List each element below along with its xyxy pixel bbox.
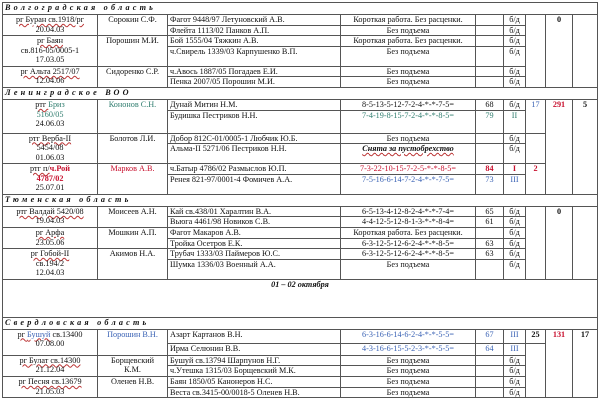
dog-cell: рг Буран св.1918/рг 20.04.03 xyxy=(3,15,98,36)
helper-dog: ч.Авось 1887/05 Погадаев Е.И. xyxy=(168,66,341,77)
helper-dog: Фагот Макаров А.В. xyxy=(168,227,341,238)
points xyxy=(476,66,504,77)
helper-dog: Азарт Картанов В.Н. xyxy=(168,329,341,343)
region-total: 0 xyxy=(546,206,573,279)
score-text: 4-3-16-6-15-5-2-3-*-*-5-5= xyxy=(341,343,476,355)
owner-cell: Сорокин С.Ф. xyxy=(98,15,168,36)
score-text: 6-3-12-5-12-6-2-4-*-*-8-5= xyxy=(341,238,476,249)
helper-dog: Шумка 1336/03 Военный А.А. xyxy=(168,259,341,279)
table-row xyxy=(3,376,598,387)
helper-dog: Ренея 821-97/0001-4 Фомичев А.А. xyxy=(168,174,341,194)
helper-dog: Вьюга 4461/98 Новиков С.В. xyxy=(168,217,341,228)
region-tyumen: Тюменская область xyxy=(3,194,598,206)
score-text: 6-3-12-5-12-6-2-4-*-*-8-5= xyxy=(341,249,476,260)
table-row xyxy=(3,329,598,343)
points: 73 xyxy=(476,174,504,194)
dog-cell: рг Песня св.13679 21.05.03 xyxy=(3,376,98,397)
helper-dog: Альма-II 5271/06 Пестриков Н.Н. xyxy=(168,144,341,164)
dog-cell: рг Булат св.14300 21.12.04 xyxy=(3,355,98,376)
diploma: б/д xyxy=(504,206,526,217)
team-score: 25 xyxy=(526,329,546,343)
score-text: Без подъема xyxy=(341,66,476,77)
helper-dog: Кай св.438/01 Харалтин В.А. xyxy=(168,206,341,217)
owner-cell: Болотов Л.И. xyxy=(98,133,168,164)
team-score xyxy=(526,133,546,164)
region-header-row xyxy=(3,194,598,206)
helper-dog: Бушуй св.13794 Шарпунов Н.Г. xyxy=(168,355,341,366)
helper-dog: ч.Утешка 1315/03 Борщевский М.К. xyxy=(168,366,341,377)
score-text: Без подъема xyxy=(341,25,476,36)
team-score xyxy=(526,206,546,279)
score-text: Короткая работа. Без расценки. xyxy=(341,15,476,26)
diploma: б/д xyxy=(504,366,526,377)
region-sverdlovsk: Свердловская область xyxy=(3,317,598,329)
score-text: 7-4-19-8-15-7-2-4-*-*-8-5= xyxy=(341,110,476,133)
team-score: 2 xyxy=(526,164,546,195)
points: 68 xyxy=(476,99,504,110)
diploma: I xyxy=(504,164,526,175)
points xyxy=(476,227,504,238)
dog-cell: рг Бушуй св.13400 07.08.00 xyxy=(3,329,98,355)
points: 79 xyxy=(476,110,504,133)
diploma: б/д xyxy=(504,249,526,260)
dog-cell: ртг п/ч.Рой 4787/02 25.07.01 xyxy=(3,164,98,195)
helper-dog: Ирма Селюнин В.В. xyxy=(168,343,341,355)
score-text: 6-3-16-6-14-6-2-4-*-*-5-5= xyxy=(341,329,476,343)
diploma: б/д xyxy=(504,217,526,228)
diploma: б/д xyxy=(504,387,526,398)
owner-cell: Сидоренко С.Р. xyxy=(98,66,168,87)
team-score xyxy=(526,15,546,88)
dog-cell: рг Гобой-II св.194/2 12.04.03 xyxy=(3,249,98,280)
date-banner: 01 – 02 октября xyxy=(3,279,598,317)
region-total: 291 xyxy=(546,99,573,194)
score-text: 4-4-12-5-12-8-1-3-*-*-8-4= xyxy=(341,217,476,228)
score-text: Без подъема xyxy=(341,387,476,398)
region-count xyxy=(573,15,598,88)
owner-cell: Оленев Н.В. xyxy=(98,376,168,397)
dog-cell: рг Арфа 23.05.06 xyxy=(3,227,98,248)
points: 63 xyxy=(476,249,504,260)
diploma: б/д xyxy=(504,77,526,88)
helper-dog: Бой 1555/04 Тяжкин А.В. xyxy=(168,36,341,47)
helper-dog: Веста св.3415-00/0018-5 Оленев Н.В. xyxy=(168,387,341,398)
region-header-row xyxy=(3,87,598,99)
points: 63 xyxy=(476,238,504,249)
region-count: 17 xyxy=(573,329,598,397)
score-text: Короткая работа. Без расценки. xyxy=(341,36,476,47)
diploma: б/д xyxy=(504,259,526,279)
points: 84 xyxy=(476,164,504,175)
table-row xyxy=(3,36,598,47)
table-row xyxy=(3,206,598,217)
diploma: б/д xyxy=(504,15,526,26)
owner-cell: Порошин В.Н. xyxy=(98,329,168,355)
points: 67 xyxy=(476,329,504,343)
region-count xyxy=(573,206,598,279)
region-count: 5 xyxy=(573,99,598,194)
score-text: Снята за пустобрехство xyxy=(341,144,476,164)
helper-dog: Фагот 9448/97 Летуновский А.В. xyxy=(168,15,341,26)
diploma: III xyxy=(504,343,526,355)
diploma: II xyxy=(504,110,526,133)
dog-cell: рг Альта 2517/07 12.04.06 xyxy=(3,66,98,87)
points: 61 xyxy=(476,217,504,228)
helper-dog: Дунай Митин Н.М. xyxy=(168,99,341,110)
diploma: б/д xyxy=(504,66,526,77)
table-row xyxy=(3,133,598,144)
points xyxy=(476,15,504,26)
points: 65 xyxy=(476,206,504,217)
points xyxy=(476,366,504,377)
region-header-row xyxy=(3,3,598,15)
score-text: Без подъема xyxy=(341,133,476,144)
points xyxy=(476,355,504,366)
score-text: Без подъема xyxy=(341,259,476,279)
score-text: Без подъема xyxy=(341,366,476,377)
results-table xyxy=(2,2,598,398)
owner-cell: Акимов Н.А. xyxy=(98,249,168,280)
table-row xyxy=(3,164,598,175)
diploma: б/д xyxy=(504,144,526,164)
diploma: III xyxy=(504,329,526,343)
owner-cell: Марков А.В. xyxy=(98,164,168,195)
score-text: Без подъема xyxy=(341,77,476,88)
score-text: 8-5-13-5-12-7-2-4-*-*-7-5= xyxy=(341,99,476,110)
diploma: б/д xyxy=(504,25,526,36)
points xyxy=(476,144,504,164)
score-text: 7-5-16-6-14-7-2-4-*-*-7-5= xyxy=(341,174,476,194)
score-text: 7-3-22-10-15-7-2-5-*-*-8-5= xyxy=(341,164,476,175)
points xyxy=(476,36,504,47)
score-text: Без подъема xyxy=(341,46,476,66)
dog-cell: ртг Верба-II 5454/08 01.06.03 xyxy=(3,133,98,164)
owner-cell: Порошин М.И. xyxy=(98,36,168,67)
diploma: б/д xyxy=(504,227,526,238)
diploma: б/д xyxy=(504,355,526,366)
owner-cell: Кононов С.Н. xyxy=(98,99,168,133)
points: 64 xyxy=(476,343,504,355)
diploma: III xyxy=(504,174,526,194)
table-row xyxy=(3,15,598,26)
helper-dog: Трубач 1333/03 Паймеров Ю.С. xyxy=(168,249,341,260)
points xyxy=(476,77,504,88)
region-total: 131 xyxy=(546,329,573,397)
diploma: б/д xyxy=(504,238,526,249)
helper-dog: Будишка Пестриков Н.Н. xyxy=(168,110,341,133)
region-leningrad: Ленинградское ВОО xyxy=(3,87,598,99)
diploma: б/д xyxy=(504,46,526,66)
table-row xyxy=(3,355,598,366)
score-text: Без подъема xyxy=(341,376,476,387)
team-score: 17 xyxy=(526,99,546,133)
points xyxy=(476,25,504,36)
dog-cell: ртг Бриз 5160/05 24.06.03 xyxy=(3,99,98,133)
points xyxy=(476,46,504,66)
diploma: б/д xyxy=(504,36,526,47)
region-header-row xyxy=(3,317,598,329)
region-volgograd: Волгоградская область xyxy=(3,3,598,15)
owner-cell: Мошкин А.П. xyxy=(98,227,168,248)
score-text: 6-5-13-4-12-8-2-4-*-*-7-4= xyxy=(341,206,476,217)
table-row xyxy=(3,66,598,77)
helper-dog: Флейта 1113/02 Панков А.П. xyxy=(168,25,341,36)
diploma: б/д xyxy=(504,376,526,387)
helper-dog: ч.Свирель 1339/03 Карпушенко В.П. xyxy=(168,46,341,66)
team-score xyxy=(526,343,546,397)
helper-dog: Тройка Осетров Е.К. xyxy=(168,238,341,249)
owner-cell: Борщевский К.М. xyxy=(98,355,168,376)
table-row xyxy=(3,99,598,110)
points xyxy=(476,133,504,144)
points xyxy=(476,387,504,398)
dog-cell: ртг Валдай 5420/08 19.04.03 xyxy=(3,206,98,227)
helper-dog: Добор 812С-01/0005-1 Любчик Ю.Б. xyxy=(168,133,341,144)
dog-cell: рг Баян св.816-05/0005-1 17.03.05 xyxy=(3,36,98,67)
score-text: Без подъема xyxy=(341,355,476,366)
points xyxy=(476,259,504,279)
diploma: б/д xyxy=(504,133,526,144)
points xyxy=(476,376,504,387)
region-total: 0 xyxy=(546,15,573,88)
table-row xyxy=(3,249,598,260)
diploma: б/д xyxy=(504,99,526,110)
owner-cell: Моисеев А.Н. xyxy=(98,206,168,227)
helper-dog: Баян 1850/05 Канонеров Н.С. xyxy=(168,376,341,387)
date-banner-row xyxy=(3,279,598,317)
score-text: Короткая работа. Без расценки. xyxy=(341,227,476,238)
helper-dog: Пенка 2007/05 Порошин М.И. xyxy=(168,77,341,88)
table-row xyxy=(3,227,598,238)
helper-dog: ч.Батыр 4786/02 Размыслов Ю.П. xyxy=(168,164,341,175)
